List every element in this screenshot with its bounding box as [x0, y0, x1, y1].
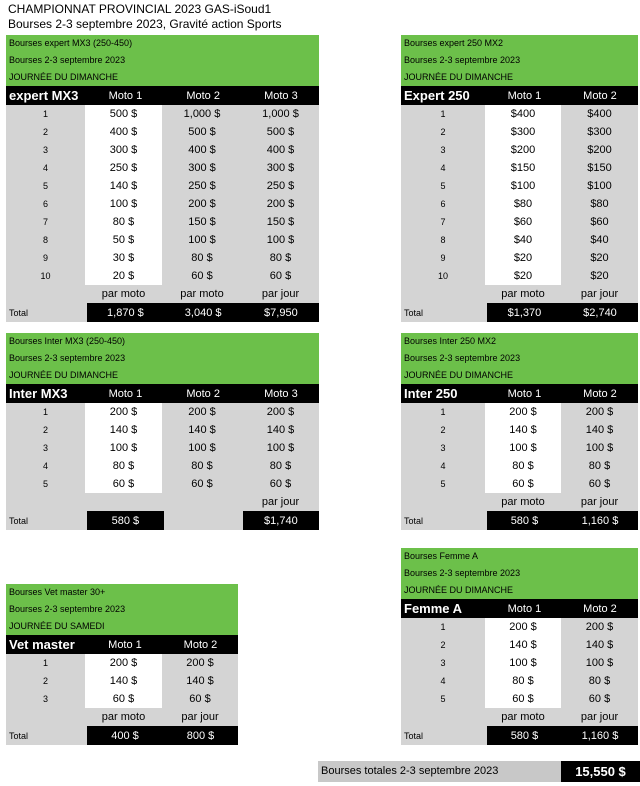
prize-cell: 100 $ — [585, 442, 614, 454]
total-row — [401, 511, 638, 530]
prize-cell: 200 $ — [85, 403, 162, 421]
rank-cell: 4 — [440, 676, 446, 686]
table-day: JOURNÉE DU DIMANCHE — [401, 69, 638, 86]
note-cell — [401, 493, 485, 511]
prize-cell: 80 $ — [269, 460, 292, 472]
prize-cell: 100 $ — [188, 442, 216, 454]
prize-cell: 1,000 $ — [183, 108, 221, 120]
total-row — [6, 726, 238, 745]
note-cell — [401, 708, 485, 726]
prize-cell: $60 — [485, 213, 561, 231]
class-name: Femme A — [404, 601, 463, 616]
note-cell: par moto — [101, 288, 146, 300]
total-label: Total — [404, 307, 424, 318]
rank-cell: 9 — [42, 253, 48, 263]
table-row — [6, 672, 238, 690]
prize-cell: 140 $ — [188, 424, 216, 436]
table-row — [6, 213, 319, 231]
prize-cell: 1,000 $ — [262, 108, 299, 120]
class-name: Expert 250 — [404, 88, 470, 103]
prize-cell: 400 $ — [188, 144, 216, 156]
prize-cell: 100 $ — [188, 234, 216, 246]
note-cell: par moto — [501, 288, 545, 300]
rank-cell: 4 — [42, 461, 48, 471]
prize-cell: 200 $ — [585, 406, 614, 418]
grand-total-bar — [318, 761, 640, 782]
table-row — [401, 213, 638, 231]
table-header-row — [6, 635, 238, 654]
note-cell: par moto — [501, 496, 545, 508]
rank-cell: 7 — [42, 217, 48, 227]
prize-cell: 250 $ — [85, 159, 162, 177]
total-label: Total — [404, 730, 424, 741]
note-cell — [85, 493, 162, 511]
rank-cell: 3 — [42, 694, 48, 704]
prize-cell: 200 $ — [188, 198, 216, 210]
prize-cell: 100 $ — [266, 442, 295, 454]
table-row — [6, 403, 319, 421]
note-cell: par moto — [501, 711, 545, 723]
table-header-row — [401, 384, 638, 403]
table-row — [6, 690, 238, 708]
prize-cell: 60 $ — [269, 270, 292, 282]
prize-cell: $200 — [485, 141, 561, 159]
prize-cell: 60 $ — [191, 478, 213, 490]
table-title: Bourses Femme A — [401, 548, 638, 565]
rank-cell: 5 — [42, 181, 48, 191]
prize-cell: 60 $ — [485, 475, 561, 493]
table-header-row — [6, 86, 319, 105]
prize-cell: 140 $ — [85, 672, 162, 690]
note-cell: par jour — [261, 288, 300, 300]
rank-cell: 1 — [440, 622, 446, 632]
prize-cell: 60 $ — [85, 690, 162, 708]
table-row — [6, 439, 319, 457]
table-row — [401, 159, 638, 177]
notes-row — [6, 285, 319, 303]
moto-column-header: Moto 2 — [186, 89, 220, 102]
moto-column-header: Moto 2 — [183, 638, 218, 651]
prize-cell: 80 $ — [191, 252, 213, 264]
prize-cell: 200 $ — [188, 406, 216, 418]
note-cell: par moto — [180, 288, 224, 300]
total-label: Total — [9, 730, 29, 741]
table-row — [401, 618, 638, 636]
table-day: JOURNÉE DU DIMANCHE — [6, 367, 319, 384]
table-row — [401, 123, 638, 141]
rank-cell: 4 — [42, 163, 48, 173]
prize-cell: 80 $ — [85, 457, 162, 475]
total-value: 1,870 $ — [87, 303, 163, 322]
table-row — [6, 159, 319, 177]
table-row — [401, 231, 638, 249]
prize-cell: 140 $ — [85, 421, 162, 439]
prize-cell: 400 $ — [85, 123, 162, 141]
prize-cell: $20 — [590, 252, 609, 264]
rank-cell: 3 — [440, 658, 446, 668]
rank-cell: 2 — [440, 425, 446, 435]
prize-cell: $200 — [587, 144, 612, 156]
table-title: Bourses Inter MX3 (250-450) — [6, 333, 319, 350]
moto-column-header: Moto 2 — [186, 387, 220, 400]
rank-cell: 10 — [437, 271, 448, 281]
total-value: $1,370 — [487, 303, 562, 322]
prize-cell: 100 $ — [85, 439, 162, 457]
rank-cell: 7 — [440, 217, 446, 227]
table-row — [401, 690, 638, 708]
table-title: Bourses expert 250 MX2 — [401, 35, 638, 52]
total-value: 800 $ — [163, 726, 238, 745]
moto-column-header: Moto 1 — [108, 638, 142, 651]
table-row — [401, 249, 638, 267]
table-date: Bourses 2-3 septembre 2023 — [6, 52, 319, 69]
table-date: Bourses 2-3 septembre 2023 — [401, 52, 638, 69]
prize-cell: 300 $ — [188, 162, 216, 174]
notes-row — [6, 493, 319, 511]
total-value: 3,040 $ — [164, 303, 243, 322]
prize-cell: $80 — [485, 195, 561, 213]
rank-cell: 4 — [440, 461, 446, 471]
note-cell: par jour — [181, 711, 219, 723]
rank-cell: 10 — [40, 271, 51, 281]
prize-cell: 140 $ — [85, 177, 162, 195]
class-name: Inter MX3 — [9, 386, 68, 401]
prize-cell: 80 $ — [485, 457, 561, 475]
prize-cell: 80 $ — [269, 252, 292, 264]
table-date: Bourses 2-3 septembre 2023 — [401, 350, 638, 367]
table-row — [401, 105, 638, 123]
total-value: $2,740 — [562, 303, 638, 322]
table-row — [401, 177, 638, 195]
document-title: CHAMPIONNAT PROVINCIAL 2023 GAS-iSoud1 — [8, 2, 272, 16]
table-title: Bourses expert MX3 (250-450) — [6, 35, 319, 52]
rank-cell: 1 — [42, 658, 48, 668]
moto-column-header: Moto 2 — [583, 387, 617, 400]
prize-cell: 250 $ — [188, 180, 216, 192]
rank-cell: 8 — [440, 235, 446, 245]
prize-cell: 500 $ — [266, 126, 295, 138]
rank-cell: 6 — [42, 199, 48, 209]
prize-cell: 150 $ — [188, 216, 216, 228]
notes-row — [401, 708, 638, 726]
prize-cell: 50 $ — [85, 231, 162, 249]
prize-cell: 300 $ — [266, 162, 295, 174]
prize-cell: $300 — [587, 126, 612, 138]
rank-cell: 1 — [42, 109, 48, 119]
table-expert-250 — [401, 35, 638, 322]
table-row — [6, 123, 319, 141]
rank-cell: 5 — [42, 479, 48, 489]
table-day: JOURNÉE DU SAMEDI — [6, 618, 238, 635]
table-row — [401, 672, 638, 690]
table-vet-master — [6, 584, 238, 745]
prize-cell: 60 $ — [588, 693, 611, 705]
class-name: Vet master — [9, 637, 75, 652]
note-cell: par jour — [580, 711, 619, 723]
note-cell — [162, 493, 242, 511]
table-row — [6, 141, 319, 159]
prize-cell: 200 $ — [585, 621, 614, 633]
table-row — [401, 457, 638, 475]
rank-cell: 5 — [440, 181, 446, 191]
table-day: JOURNÉE DU DIMANCHE — [401, 582, 638, 599]
prize-cell: 100 $ — [585, 657, 614, 669]
rank-cell: 2 — [42, 425, 48, 435]
moto-column-header: Moto 1 — [507, 89, 542, 102]
prize-cell: 80 $ — [191, 460, 213, 472]
prize-cell: $20 — [485, 267, 561, 285]
prize-cell: $300 — [485, 123, 561, 141]
rank-cell: 1 — [440, 407, 446, 417]
rank-cell: 6 — [440, 199, 446, 209]
table-date: Bourses 2-3 septembre 2023 — [6, 601, 238, 618]
table-row — [6, 231, 319, 249]
table-row — [401, 475, 638, 493]
prize-cell: 140 $ — [585, 639, 614, 651]
table-row — [6, 177, 319, 195]
prize-cell: 200 $ — [485, 618, 561, 636]
table-row — [401, 141, 638, 159]
total-value: $1,740 — [243, 511, 319, 530]
prize-cell: 60 $ — [85, 475, 162, 493]
table-day: JOURNÉE DU DIMANCHE — [6, 69, 319, 86]
prize-cell: $150 — [485, 159, 561, 177]
table-title: Bourses Inter 250 MX2 — [401, 333, 638, 350]
prize-cell: $150 — [587, 162, 612, 174]
prize-cell: 60 $ — [269, 478, 292, 490]
total-label: Total — [9, 307, 29, 318]
prize-cell: 60 $ — [588, 478, 611, 490]
prize-cell: 140 $ — [485, 636, 561, 654]
class-name: expert MX3 — [9, 88, 79, 103]
prize-cell: $400 — [485, 105, 561, 123]
table-row — [401, 195, 638, 213]
note-cell — [6, 708, 85, 726]
table-header-row — [401, 599, 638, 618]
table-row — [6, 457, 319, 475]
prize-cell: 200 $ — [485, 403, 561, 421]
total-value: 1,160 $ — [562, 726, 638, 745]
prize-cell: $100 — [485, 177, 561, 195]
prize-cell: 100 $ — [85, 195, 162, 213]
moto-column-header: Moto 3 — [264, 89, 298, 102]
document-subtitle: Bourses 2-3 septembre 2023, Gravité action Sports — [8, 17, 282, 31]
rank-cell: 2 — [42, 676, 48, 686]
table-row — [6, 654, 238, 672]
note-cell: par jour — [580, 496, 619, 508]
prize-cell: 60 $ — [485, 690, 561, 708]
notes-row — [401, 493, 638, 511]
prize-cell: $100 — [587, 180, 612, 192]
prize-cell: 30 $ — [85, 249, 162, 267]
table-femme-a — [401, 548, 638, 745]
moto-column-header: Moto 2 — [583, 602, 617, 615]
note-cell — [401, 285, 485, 303]
prize-cell: 80 $ — [485, 672, 561, 690]
prize-cell: 140 $ — [485, 421, 561, 439]
table-row — [6, 267, 319, 285]
total-value: 580 $ — [487, 511, 562, 530]
grand-total-label: Bourses totales 2-3 septembre 2023 — [318, 761, 561, 782]
table-row — [401, 636, 638, 654]
prize-cell: $60 — [590, 216, 609, 228]
table-title: Bourses Vet master 30+ — [6, 584, 238, 601]
note-cell: par jour — [580, 288, 619, 300]
table-row — [401, 267, 638, 285]
rank-cell: 1 — [440, 109, 446, 119]
moto-column-header: Moto 1 — [108, 387, 143, 400]
prize-cell: 500 $ — [85, 105, 162, 123]
table-inter-250 — [401, 333, 638, 530]
moto-column-header: Moto 1 — [507, 602, 542, 615]
table-day: JOURNÉE DU DIMANCHE — [401, 367, 638, 384]
notes-row — [401, 285, 638, 303]
table-expert-mx3 — [6, 35, 319, 322]
prize-cell: 20 $ — [85, 267, 162, 285]
total-row — [6, 511, 319, 530]
table-date: Bourses 2-3 septembre 2023 — [6, 350, 319, 367]
table-row — [401, 403, 638, 421]
total-row — [6, 303, 319, 322]
notes-row — [6, 708, 238, 726]
prize-cell: $40 — [485, 231, 561, 249]
moto-column-header: Moto 1 — [108, 89, 143, 102]
grand-total-value: 15,550 $ — [561, 761, 640, 782]
note-cell — [6, 493, 85, 511]
table-row — [6, 475, 319, 493]
prize-cell: 200 $ — [266, 198, 295, 210]
prize-cell: 150 $ — [266, 216, 295, 228]
rank-cell: 3 — [440, 443, 446, 453]
table-row — [401, 439, 638, 457]
prize-cell: 80 $ — [588, 460, 611, 472]
moto-column-header: Moto 3 — [264, 387, 298, 400]
table-row — [6, 195, 319, 213]
rank-cell: 1 — [42, 407, 48, 417]
total-row — [401, 726, 638, 745]
prize-cell: 140 $ — [266, 424, 295, 436]
total-value: 1,160 $ — [562, 511, 638, 530]
prize-cell: 80 $ — [588, 675, 611, 687]
prize-cell: 100 $ — [485, 654, 561, 672]
table-row — [6, 249, 319, 267]
note-cell — [6, 285, 85, 303]
prize-cell: 400 $ — [266, 144, 295, 156]
moto-column-header: Moto 2 — [583, 89, 617, 102]
prize-cell: $40 — [590, 234, 609, 246]
prize-cell: 140 $ — [186, 675, 214, 687]
prize-cell: 250 $ — [266, 180, 295, 192]
note-cell: par jour — [261, 496, 300, 508]
table-header-row — [401, 86, 638, 105]
table-date: Bourses 2-3 septembre 2023 — [401, 565, 638, 582]
table-row — [6, 105, 319, 123]
prize-cell: 60 $ — [191, 270, 213, 282]
total-row — [401, 303, 638, 322]
prize-cell: 200 $ — [266, 406, 295, 418]
total-value: 580 $ — [487, 726, 562, 745]
total-value: 400 $ — [87, 726, 163, 745]
note-cell: par moto — [101, 711, 146, 723]
class-name: Inter 250 — [404, 386, 458, 401]
total-value: $7,950 — [243, 303, 319, 322]
rank-cell: 2 — [440, 127, 446, 137]
prize-cell: 100 $ — [485, 439, 561, 457]
prize-cell: 140 $ — [585, 424, 614, 436]
total-label: Total — [404, 515, 424, 526]
rank-cell: 5 — [440, 694, 446, 704]
prize-cell: $80 — [590, 198, 609, 210]
prize-cell: $400 — [587, 108, 612, 120]
prize-cell: 100 $ — [266, 234, 295, 246]
table-inter-mx3 — [6, 333, 319, 530]
prize-cell: $20 — [485, 249, 561, 267]
total-value — [164, 511, 243, 530]
prize-cell: 200 $ — [186, 657, 214, 669]
moto-column-header: Moto 1 — [507, 387, 542, 400]
rank-cell: 5 — [440, 479, 446, 489]
prize-cell: 80 $ — [85, 213, 162, 231]
rank-cell: 8 — [42, 235, 48, 245]
rank-cell: 2 — [42, 127, 48, 137]
rank-cell: 3 — [440, 145, 446, 155]
table-header-row — [6, 384, 319, 403]
rank-cell: 2 — [440, 640, 446, 650]
total-label: Total — [9, 515, 29, 526]
prize-cell: 300 $ — [85, 141, 162, 159]
rank-cell: 3 — [42, 443, 48, 453]
rank-cell: 4 — [440, 163, 446, 173]
prize-cell: 500 $ — [188, 126, 216, 138]
total-value: 580 $ — [87, 511, 163, 530]
table-row — [401, 421, 638, 439]
rank-cell: 9 — [440, 253, 446, 263]
table-row — [6, 421, 319, 439]
prize-cell: $20 — [590, 270, 609, 282]
table-row — [401, 654, 638, 672]
rank-cell: 3 — [42, 145, 48, 155]
prize-cell: 60 $ — [189, 693, 211, 705]
prize-cell: 200 $ — [85, 654, 162, 672]
